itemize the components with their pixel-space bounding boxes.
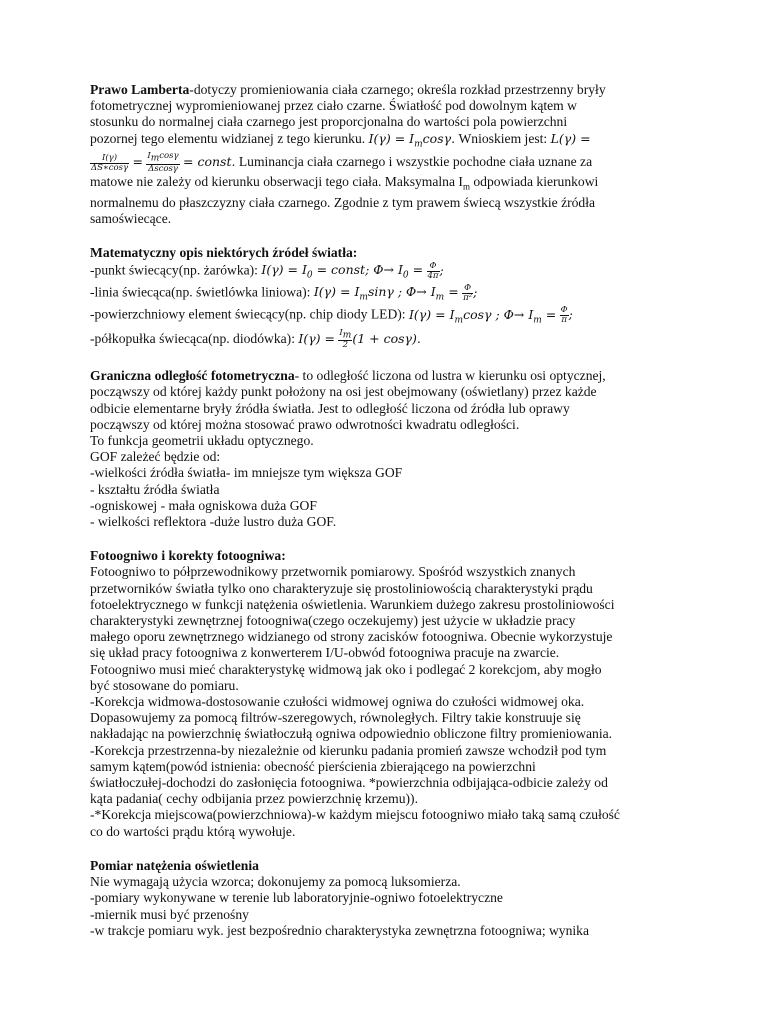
lambert-line-text: Wnioskiem jest: (458, 130, 548, 146)
photocell-line: samym kątem(powód istnienia: obecność pierścienia zbierającego na powierzchni (90, 758, 536, 774)
photocell-line: nakładając na powierzchnię światłoczułą ogniwa odpowiednio obliczone filtry promieniowania. (90, 726, 613, 742)
measurement-line: -miernik musi być przenośny (90, 906, 249, 922)
measurement-line: -w trakcje pomiaru wyk. jest bezpośrednio charakterystyka zewnętrzna fotoogniwa; wynika (90, 922, 590, 938)
gof-line: począwszy od której każdy punkt położony na osi jest obejmowany (oświetlany) przez każde (90, 384, 597, 400)
gof-line: odbicie elementarne bryły źródła światła. Jest to odległość liczona od źródła lub oprawy (90, 400, 570, 416)
lambert-line: $\frac{I(\gamma)}{\Delta S∗\cos\gamma}$ = $\frac{I_m\cos\gamma}{\Delta scos\gamma}$ = const. Luminancja ciała czarnego i wszystkie pochodne ciała uznane za (91, 151, 593, 174)
photocell-line: -Korekcja widmowa-dostosowanie czułości widmowej ogniwa do czułości widmowej oka. (90, 694, 585, 710)
measurement-body (90, 874, 692, 939)
lambert-formula: $I(\gamma) = I_m\cos\gamma$. (368, 130, 456, 150)
measurement-line: -pomiary wykonywane w terenie lub laboratoryjnie-ogniwo fotoelektryczne (90, 890, 503, 906)
photocell-line: Fotoogniwo to półprzewodnikowy przetwornik pomiarowy. Spośród wszystkich znanych (90, 564, 576, 580)
const-formula: = const. (183, 154, 236, 170)
section-heading: Pomiar natężenia oświetlenia (90, 857, 259, 873)
gof-line: -ogniskowej - mała ogniskowa duża GOF (90, 497, 317, 513)
lambert-line-text: pozornej tego elementu widzianej z tego kierunku. (90, 130, 366, 146)
luminance-fraction-1: $\frac{I(\gamma)}{\Delta S∗\cos\gamma}$ (91, 152, 129, 173)
source-item: -powierzchniowy element świecący(np. chip diody LED): $I(\gamma) = I_m\cos\gamma$ ; $\Phi\to I_m$ = $\frac{\Phi}{\pi}$ ; (90, 305, 573, 326)
gof-line: począwszy od której można stosować prawo odwrotności kwadratu odległości. (90, 416, 520, 432)
gof-section (90, 368, 692, 530)
luminance-formula: L(γ) = (550, 130, 591, 146)
photocell-line: światłoczułej-dochodzi do zasłonięcia fotoogniwa. *powierzchnia odbijająca-odbicie zależy od (90, 775, 608, 791)
lambert-line: stosunku do normalnej ciała czarnego jest proporcjonalna do wartości pola powierzchni (90, 114, 568, 130)
source-item: -linia świecąca(np. świetlówka liniowa): $I(\gamma) = I_m\sin\gamma$ ; $\Phi\to I_m$ = $\frac{\Phi}{\text{π²}}$ ; (90, 282, 478, 303)
source-item: -półkopułka świecąca(np. diodówka): I(γ) = $\frac{I_m}{2}$ (1 + cosγ). (90, 327, 421, 351)
photocell-line: -*Korekcja miejscowa(powierzchniowa)-w każdym miejscu fotoogniwo miało taką samą czułość (90, 807, 620, 823)
source-item: -punkt świecący(np. żarówka): $I(\gamma) = I_0$ = const; $\Phi\to I_0$ = $\frac{\Phi}{4\pi}$ ; (90, 260, 444, 281)
lambert-line-text: Luminancja ciała czarnego i wszystkie pochodne ciała uznane za (238, 154, 593, 170)
sources-section (90, 245, 692, 350)
photocell-body (90, 564, 692, 839)
photocell-line: być stosowane do pomiaru. (90, 677, 239, 693)
measurement-section (90, 858, 692, 939)
photocell-line: -Korekcja przestrzenna-by niezależnie od kierunku padania promień zawsze wchodził pod tym (90, 742, 607, 758)
lambert-line: normalnemu do płaszczyzny ciała czarnego. Zgodnie z tym prawem świecą wszystkie źródła (90, 194, 596, 210)
lambert-line (90, 131, 692, 153)
photocell-line: przetworników światła tylko ono charakteryzuje się prostoliniowością charakterystyki prądu (90, 580, 593, 596)
photocell-line: charakterystyki zewnętrznej fotoogniwa(czego oczekujemy) jest użycie w układzie pracy (90, 613, 576, 629)
lambert-line-text: -dotyczy promieniowania ciała czarnego; określa rozkład przestrzenny bryły (189, 82, 606, 97)
section-heading: Matematyczny opis niektórych źródeł światła: (90, 245, 358, 261)
lambert-line: fotometrycznej wypromieniowanej przez ciało czarne. Światłość pod dowolnym kątem w (90, 98, 577, 114)
gof-line: To funkcja geometrii układu optycznego. (90, 433, 314, 449)
photocell-line: Fotoogniwo musi mieć charakterystykę widmową jak oko i podlegać 2 korekcjom, aby mogło (90, 661, 602, 677)
flux-fraction: $\frac{\Phi}{\text{π²}}$ (463, 282, 473, 303)
photocell-line: co do wartości prądu którą wywołuje. (90, 823, 296, 839)
gof-line: -wielkości źródła światła- im mniejsze tym większa GOF (90, 465, 403, 481)
lambert-line (90, 82, 692, 98)
lambert-term: Prawo Lamberta (90, 82, 190, 97)
lambert-line: samoświecące. (90, 211, 172, 227)
section-heading: Fotoogniwo i korekty fotoogniwa: (90, 548, 286, 564)
flux-fraction: $\frac{\Phi}{\pi}$ (560, 305, 568, 326)
gof-term: Graniczna odległość fotometryczna (90, 368, 295, 384)
gof-line: - kształtu źródła światła (90, 481, 220, 497)
photocell-line: małego oporu zewnętrznego widzianego od strony zacisków fotoogniwa. Obecnie wykorzystuje (90, 629, 613, 645)
gof-line: Graniczna odległość fotometryczna- to odległość liczona od lustra w kierunku osi optycznej, (90, 368, 606, 384)
photocell-line: się układ pracy fotoogniwa z konwerterem I/U-obwód fotoogniwa pracuje na zwarcie. (90, 645, 560, 661)
photocell-section (90, 548, 692, 840)
intensity-fraction: $\frac{I_m}{2}$ (339, 327, 352, 351)
photocell-line: fotoelektrycznego w funkcji natężenia oświetlenia. Warunkiem dużego zakresu prostoliniowości (90, 596, 615, 612)
lambert-section (90, 82, 692, 227)
photocell-line: Dopasowujemy za pomocą filtrów-szeregowych, równoległych. Filtry takie konstruuje się (90, 710, 581, 726)
photocell-line: kąta padania( cechy odbijania przez powierzchnię krzemu)). (90, 791, 418, 807)
lambert-line: matowe nie zależy od kierunku obserwacji tego ciała. Maksymalna $I_m$ odpowiada kierunkowi (90, 174, 599, 192)
flux-fraction: $\frac{\Phi}{4\pi}$ (427, 260, 439, 281)
luminance-fraction-2: $\frac{I_m\cos\gamma}{\Delta scos\gamma}$ (147, 151, 179, 174)
gof-line: GOF zależeć będzie od: (90, 449, 221, 465)
measurement-line: Nie wymagają użycia wzorca; dokonujemy za pomocą luksomierza. (90, 874, 461, 890)
gof-line: - wielkości reflektora -duże lustro duża GOF. (90, 514, 337, 530)
